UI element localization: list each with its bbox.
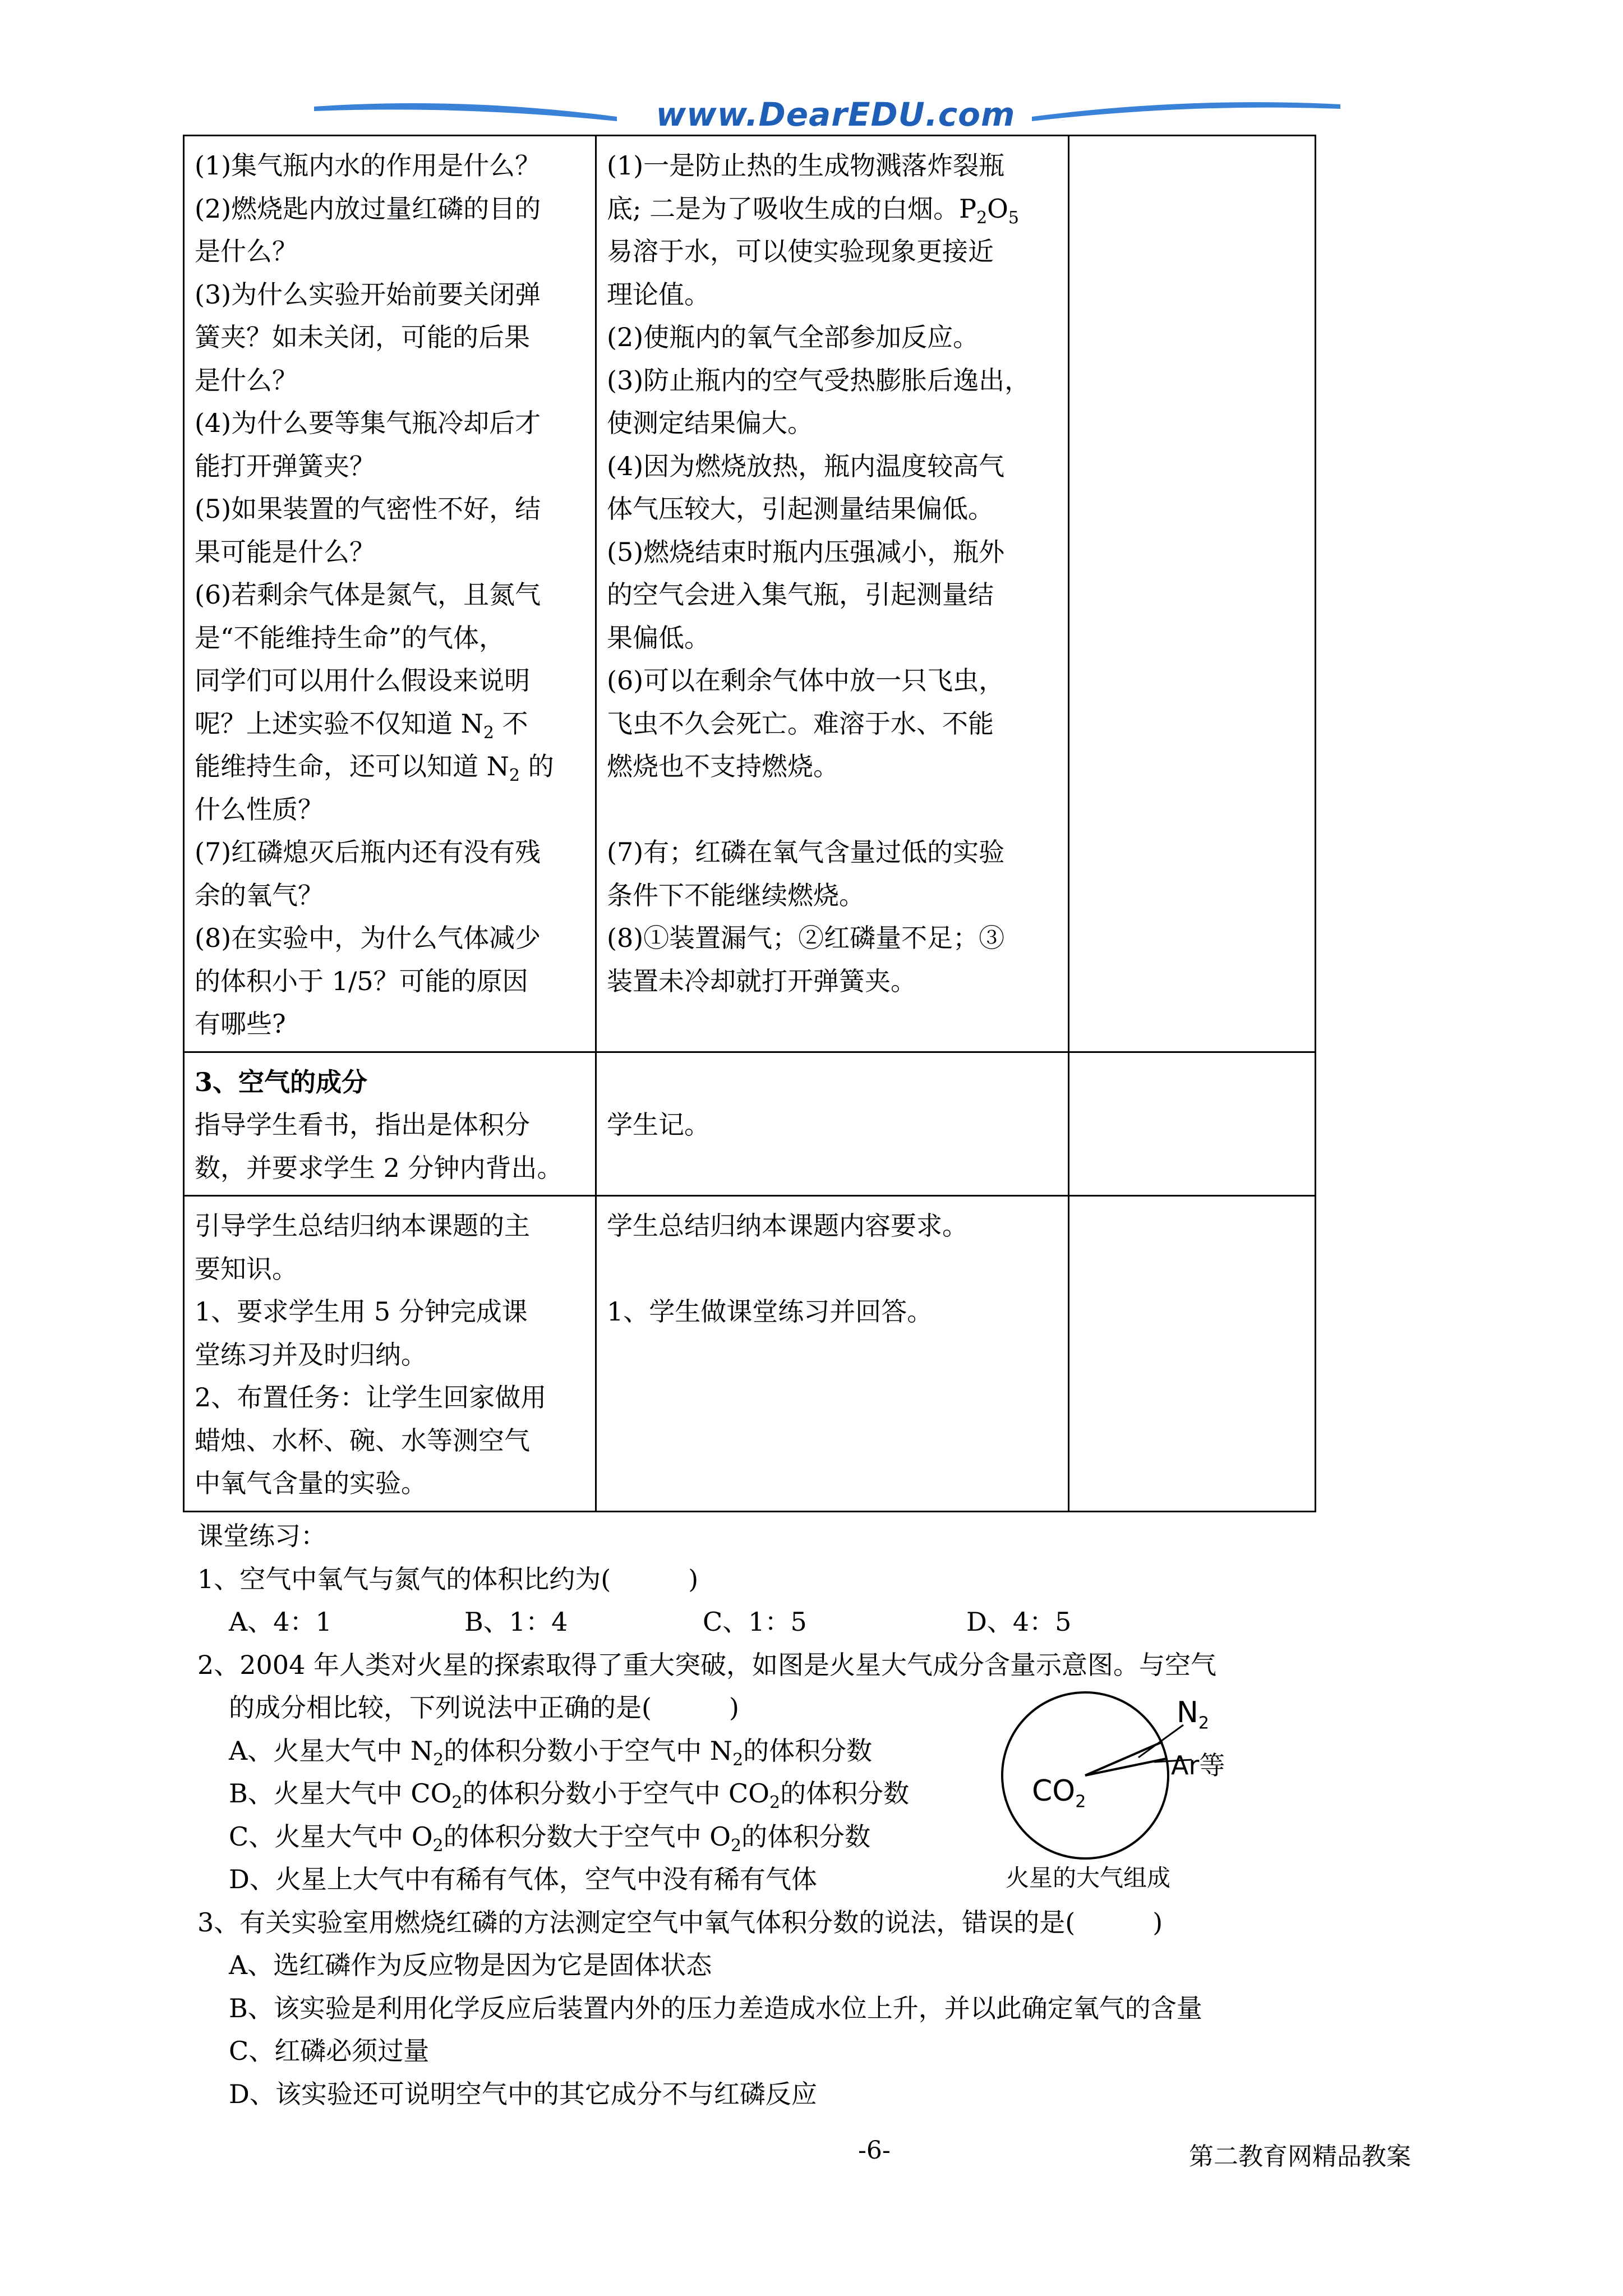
question-3: 3、有关实验室用燃烧红磷的方法测定空气中氧气体积分数的说法，错误的是( )	[197, 1907, 1163, 1938]
option: D、火星上大气中有稀有气体，空气中没有稀有气体	[229, 1864, 817, 1894]
answer-text: 体气压较大，引起测量结果偏低。	[607, 494, 994, 524]
teacher-activity-cell	[184, 136, 596, 1052]
question-text	[195, 745, 585, 788]
answer-text: 使测定结果偏大。	[607, 408, 813, 438]
option: C、红磷必须过量	[229, 2036, 430, 2066]
answer-text-part: 底; 二是为了吸收生成的白烟。P	[607, 193, 977, 224]
question-text: 能打开弹簧夹？	[195, 450, 375, 481]
answer-text	[607, 187, 1058, 231]
instruction-text: 中氧气含量的实验。	[195, 1468, 427, 1498]
subscript: 2	[432, 1835, 444, 1856]
question-1-options	[197, 1600, 1330, 1644]
option: A、4：1	[229, 1607, 332, 1637]
option-part: 的体积分数	[741, 1821, 871, 1852]
answer-text: (4)因为燃烧放热，瓶内温度较高气	[607, 450, 1005, 481]
question-text: 是“不能维持生命”的气体，	[195, 622, 505, 653]
answer-text: 果偏低。	[607, 622, 710, 653]
question-text: (5)如果装置的气密性不好，结	[195, 494, 541, 524]
option-part: C、火星大气中 O	[229, 1821, 433, 1852]
question-text: 簧夹？如未关闭，可能的后果	[195, 322, 530, 352]
instruction-text: 1、要求学生用 5 分钟完成课	[195, 1296, 528, 1327]
co2-label	[1032, 1774, 1086, 1812]
student-activity-cell	[596, 1052, 1069, 1196]
question-1: 1、空气中氧气与氮气的体积比约为( )	[197, 1563, 699, 1594]
option: B、1：4	[464, 1607, 568, 1637]
option: B、该实验是利用化学反应后装置内外的压力差造成水位上升，并以此确定氧气的含量	[229, 1993, 1202, 2023]
lesson-table	[183, 135, 1316, 1512]
option-part: 的体积分数小于空气中 N	[444, 1735, 733, 1766]
answer-text: (7)有；红磷在氧气含量过低的实验	[607, 837, 1005, 867]
student-activity-cell	[596, 1196, 1069, 1512]
subscript: 5	[1008, 208, 1019, 228]
question-text-part: 能维持生命，还可以知道 N	[195, 751, 509, 781]
mars-atmosphere-diagram	[976, 1691, 1290, 1899]
subscript: 2	[433, 1750, 444, 1770]
subscript: 2	[976, 208, 988, 228]
answer-text: 条件下不能继续燃烧。	[607, 880, 865, 910]
answer-text: 理论值。	[607, 279, 710, 310]
notes-cell	[1069, 1052, 1316, 1196]
subscript: 2	[509, 766, 520, 786]
option-part: 的体积分数小于空气中 CO	[462, 1778, 769, 1809]
subscript: 2	[730, 1835, 742, 1856]
student-activity-cell	[596, 136, 1069, 1052]
question-text: (1)集气瓶内水的作用是什么？	[195, 150, 541, 181]
question-text: 同学们可以用什么假设来说明	[195, 665, 530, 696]
question-text: (6)若剩余气体是氮气，且氮气	[195, 579, 541, 610]
question-2-cont: 的成分相比较，下列说法中正确的是( )	[229, 1692, 739, 1723]
subscript: 2	[451, 1793, 463, 1813]
instruction-text: 数，并要求学生 2 分钟内背出。	[195, 1152, 563, 1183]
table-row	[184, 1196, 1316, 1512]
n2-label	[1177, 1696, 1209, 1733]
question-text: 是什么？	[195, 365, 298, 395]
question-text: 的体积小于 1/5？可能的原因	[195, 965, 528, 996]
option: D、4：5	[966, 1607, 1072, 1637]
site-logo-text: www.DearEDU.com	[656, 95, 1016, 134]
instruction-text: 引导学生总结归纳本课题的主	[195, 1211, 530, 1241]
option-part: A、火星大气中 N	[229, 1735, 434, 1766]
question-text-part: 的	[528, 751, 554, 781]
footer-site-name: 第二教育网精品教案	[1189, 2142, 1411, 2171]
question-text-part: 不	[502, 708, 528, 739]
question-text: (8)在实验中，为什么气体减少	[195, 923, 541, 953]
ar-label: Ar等	[1171, 1750, 1225, 1780]
notes-cell	[1069, 1196, 1316, 1512]
co2-label-text: CO	[1032, 1774, 1076, 1808]
option-part: 的体积分数	[743, 1735, 873, 1766]
question-2: 2、2004 年人类对火星的探索取得了重大突破，如图是火星大气成分含量示意图。与空气	[197, 1649, 1216, 1680]
exercise-heading: 课堂练习：	[197, 1521, 326, 1551]
instruction-text: 蜡烛、水杯、碗、水等测空气	[195, 1425, 530, 1456]
diagram-caption: 火星的大气组成	[1005, 1864, 1170, 1892]
question-text: 是什么？	[195, 236, 298, 266]
answer-text: (3)防止瓶内的空气受热膨胀后逸出，	[607, 365, 1031, 395]
answer-text: (8)①装置漏气；②红磷量不足；③	[607, 923, 1005, 953]
subscript: 2	[483, 723, 494, 743]
n2-label-text: N	[1177, 1696, 1198, 1729]
answer-text: 学生记。	[607, 1110, 710, 1140]
spacer	[607, 788, 1058, 831]
spacer	[607, 1061, 1058, 1104]
answer-text: (6)可以在剩余气体中放一只飞虫，	[607, 665, 1005, 696]
answer-text: 学生总结归纳本课题内容要求。	[607, 1211, 968, 1241]
subscript: 2	[1075, 1792, 1086, 1812]
subscript: 2	[732, 1750, 744, 1770]
option: D、该实验还可说明空气中的其它成分不与红磷反应	[229, 2078, 817, 2109]
option-part: 的体积分数大于空气中 O	[443, 1821, 731, 1852]
teacher-activity-cell	[184, 1052, 596, 1196]
section-title: 3、空气的成分	[195, 1066, 368, 1097]
answer-text: 易溶于水，可以使实验现象更接近	[607, 236, 994, 266]
option-part: 的体积分数	[780, 1778, 910, 1809]
answer-text: 装置未冷却就打开弹簧夹。	[607, 965, 916, 996]
question-text: (4)为什么要等集气瓶冷却后才	[195, 408, 541, 438]
question-text: 有哪些?	[195, 1009, 286, 1039]
instruction-text: 堂练习并及时归纳。	[195, 1339, 427, 1370]
table-row	[184, 1052, 1316, 1196]
answer-text: (2)使瓶内的氧气全部参加反应。	[607, 322, 979, 352]
page-number: -6-	[858, 2136, 891, 2165]
instruction-text: 要知识。	[195, 1253, 298, 1284]
option: C、1：5	[703, 1607, 807, 1637]
question-text: 余的氧气？	[195, 880, 324, 910]
notes-cell	[1069, 136, 1316, 1052]
answer-text: 1、学生做课堂练习并回答。	[607, 1296, 933, 1327]
subscript: 2	[1198, 1713, 1209, 1733]
option: A、选红磷作为反应物是因为它是固体状态	[229, 1950, 712, 1980]
table-row	[184, 136, 1316, 1052]
question-text-part: 呢？上述实验不仅知道 N	[195, 708, 483, 739]
answer-text: 燃烧也不支持燃烧。	[607, 751, 839, 781]
option-part: B、火星大气中 CO	[229, 1778, 452, 1809]
answer-text: 的空气会进入集气瓶，引起测量结	[607, 579, 994, 610]
answer-text: (1)一是防止热的生成物溅落炸裂瓶	[607, 150, 1005, 181]
teacher-activity-cell	[184, 1196, 596, 1512]
pie-circle-figure	[976, 1691, 1290, 1860]
question-text: 果可能是什么？	[195, 536, 375, 567]
instruction-text: 2、布置任务：让学生回家做用	[195, 1382, 547, 1412]
question-text: 什么性质？	[195, 794, 324, 825]
question-text: (2)燃烧匙内放过量红磷的目的	[195, 193, 541, 224]
spacer	[607, 1248, 1058, 1291]
question-text: (3)为什么实验开始前要关闭弹	[195, 279, 541, 310]
answer-text: 飞虫不久会死亡。难溶于水、不能	[607, 708, 994, 739]
subscript: 2	[769, 1793, 781, 1813]
question-text	[195, 702, 585, 746]
answer-text-part: O	[987, 193, 1008, 224]
instruction-text: 指导学生看书，指出是体积分	[195, 1110, 530, 1140]
question-text: (7)红磷熄灭后瓶内还有没有残	[195, 837, 541, 867]
answer-text: (5)燃烧结束时瓶内压强减小，瓶外	[607, 536, 1005, 567]
